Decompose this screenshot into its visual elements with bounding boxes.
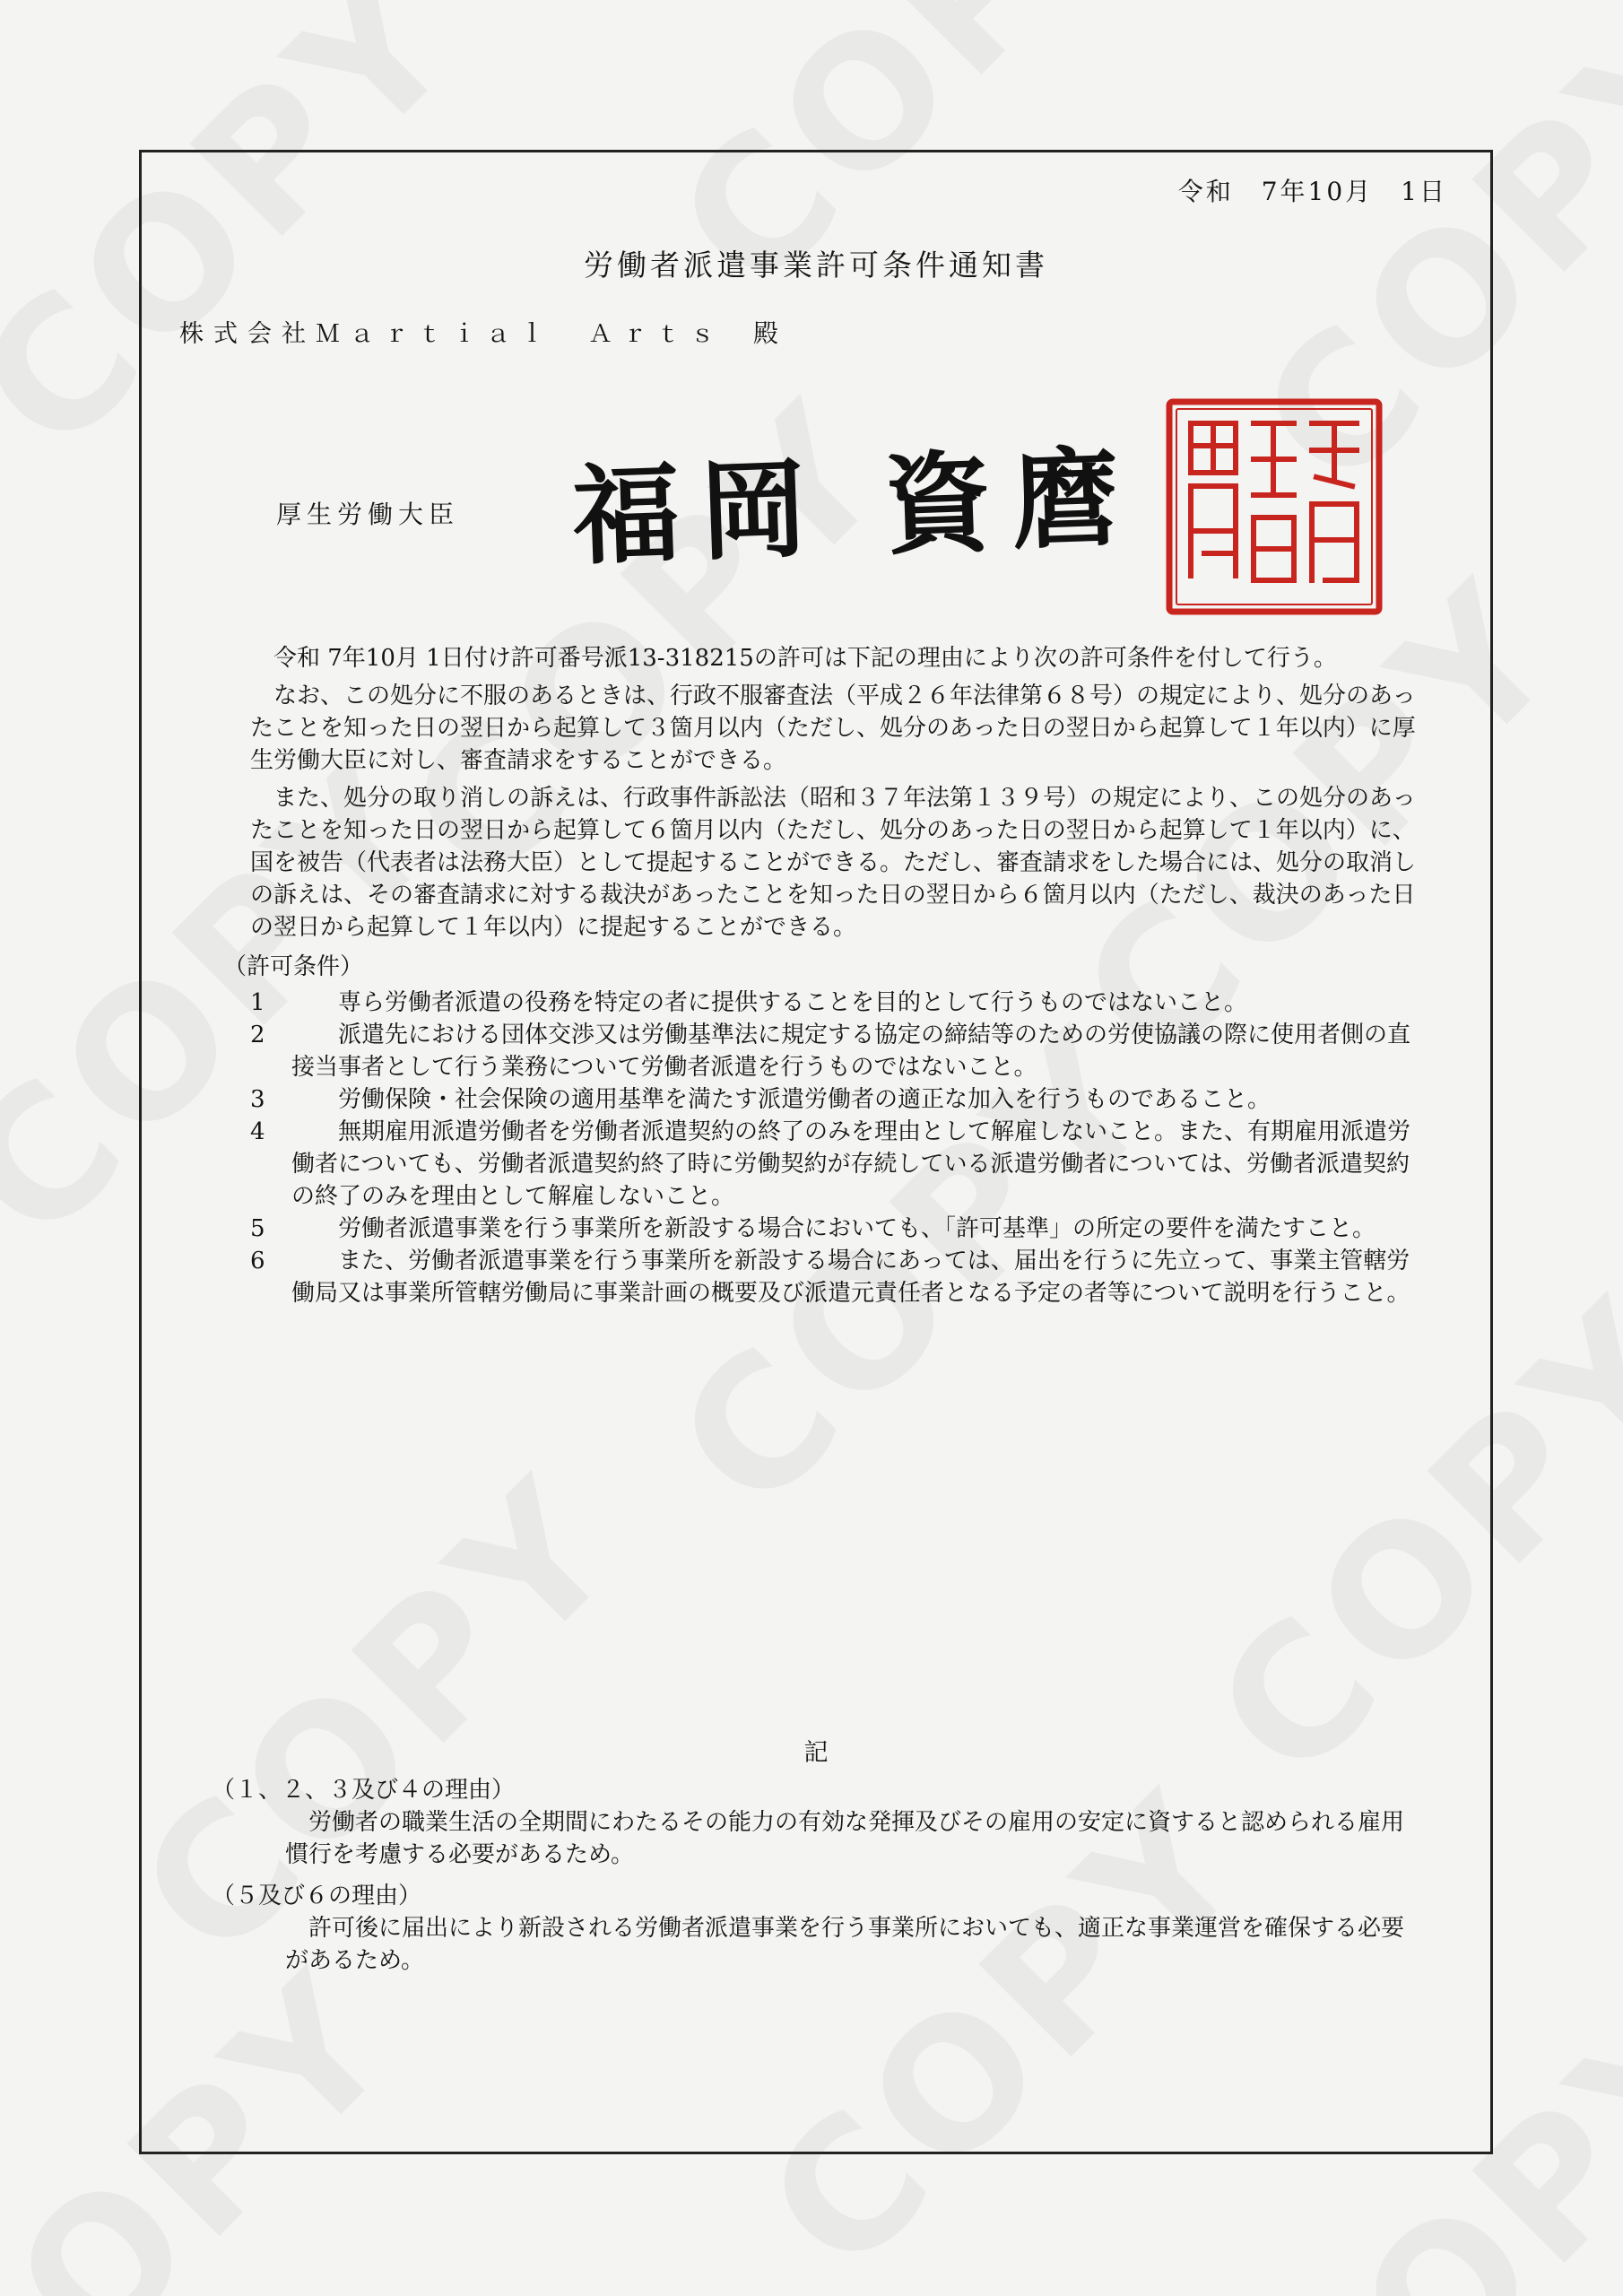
condition-item [250,1019,1416,1083]
condition-text: 労働保険・社会保険の適用基準を満たす派遣労働者の適正な加入を行うものであること。 [338,1086,1271,1113]
issue-date: 令和 7年10月 1日 [1177,177,1447,206]
condition-item [250,1083,1416,1116]
condition-number: 4 [250,1118,265,1145]
condition-text: 労働者派遣事業を行う事業所を新設する場合においても、「許可基準」の所定の要件を満たすこと。 [338,1215,1376,1242]
condition-item [250,1116,1416,1213]
reason-text: 労働者の職業生活の全期間にわたるその能力の有効な発揮及びその雇用の安定に資すると認められる雇用慣行を考慮する必要があるため。 [285,1809,1405,1868]
reason-text: 許可後に届出により新設される労働者派遣事業を行う事業所においても、適正な事業運営を確保する必要があるため。 [285,1915,1405,1974]
condition-text: 専ら労働者派遣の役務を特定の者に提供することを目的として行うものではないこと。 [338,989,1248,1016]
condition-number: 1 [250,989,265,1016]
condition-text: また、労働者派遣事業を行う事業所を新設する場合にあっては、届出を行うに先立って、事業主管轄労働局又は事業所管轄労働局に事業計画の概要及び派遣元責任者となる予定の者等について説明を行うこと。 [291,1248,1410,1307]
condition-item [250,987,1416,1019]
ki-heading: 記 [803,1739,829,1767]
recipient-name: 株式会社Ｍａｒｔｉａｌ Ａｒｔｓ [179,320,725,348]
document-title: 労働者派遣事業許可条件通知書 [584,248,1048,283]
condition-number: 2 [250,1022,265,1048]
paragraph-2: なお、この処分に不服のあるときは、行政不服審査法（平成２６年法律第６８号）の規定により、処分のあったことを知った日の翌日から起算して３箇月以内（ただし、処分のあった日の翌日から起算して１年以内）に厚生労働大臣に対し、審査請求をすることができる。 [250,683,1416,774]
recipient [179,314,779,349]
document-frame [139,150,1493,2154]
conditions-heading: （許可条件） [223,953,364,980]
paragraph-3: また、処分の取り消しの訴えは、行政事件訴訟法（昭和３７年法第１３９号）の規定により、この処分のあったことを知った日の翌日から起算して６箇月以内（ただし、処分のあった日の翌日から起算して１年以内）に、国を被告（代表者は法務大臣）として提起することができる。ただし、審査請求をした場合には、処分の取消しの訴えは、その審査請求に対する裁決があったことを知った日の翌日から６箇月以内（ただし、裁決のあった日の翌日から起算して１年以内）に提起することができる。 [250,785,1417,941]
condition-item [250,1245,1416,1309]
handwritten-signature: 福岡 資麿 [570,434,1141,580]
reason-heading: （５及び６の理由） [212,1883,422,1909]
document-body [223,642,1417,1309]
condition-item [250,1213,1416,1245]
minister-title: 厚生労働大臣 [276,500,460,529]
condition-number: 6 [250,1248,265,1274]
condition-text: 派遣先における団体交渉又は労働基準法に規定する協定の締結等のための労使協議の際に使用者側の直接当事者として行う業務について労働者派遣を行うものではないこと。 [291,1022,1411,1081]
condition-text: 無期雇用派遣労働者を労働者派遣契約の終了のみを理由として解雇しないこと。また、有期雇用派遣労働者についても、労働者派遣契約終了時に労働契約が存続している派遣労働者については、労働者派遣契約の終了のみを理由として解雇しないこと。 [291,1118,1411,1210]
reason-heading: （１、２、３及び４の理由） [212,1777,516,1804]
reasons-section [212,1774,1413,1986]
condition-number: 5 [250,1215,265,1242]
condition-number: 3 [250,1086,265,1113]
official-seal-icon [1164,396,1384,617]
recipient-honorific: 殿 [753,318,779,348]
paragraph-1: 令和 7年10月 1日付け許可番号派13-318215の許可は下記の理由により次の許可条件を付して行う。 [273,645,1337,672]
